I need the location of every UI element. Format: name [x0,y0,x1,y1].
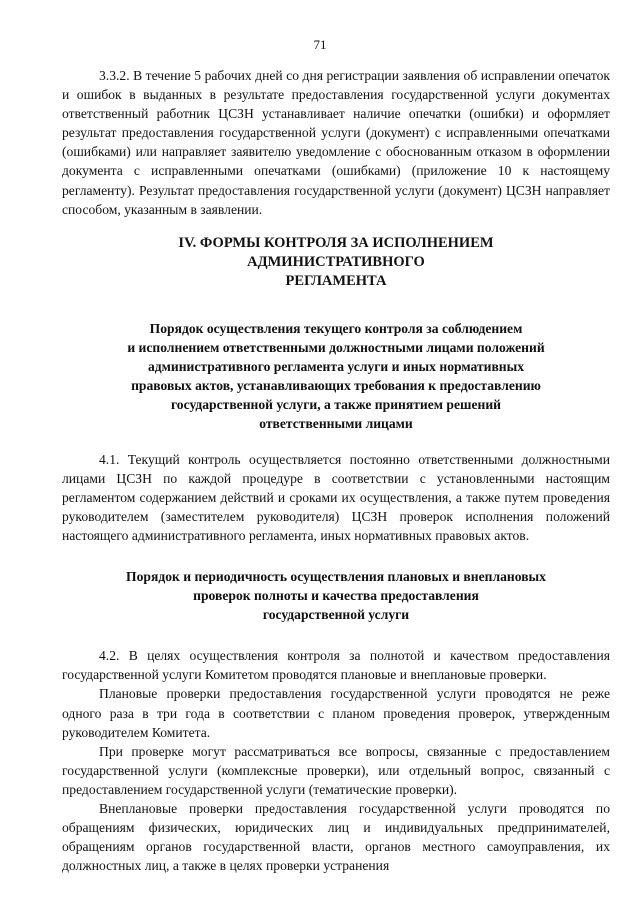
section-title-line: правовых актов, устанавливающих требования к предоставлению [131,377,541,393]
chapter-title-line: РЕГЛАМЕНТА [285,272,387,289]
paragraph-4-2: 4.2. В целях осуществления контроля за полнотой и качеством предоставления государственной услуги Комитетом проводятся плановые и внеплановые проверки. [62,648,610,683]
section-title-line: административного регламента услуги и иных нормативных [147,358,525,374]
page-number: 71 [313,37,327,52]
chapter-title [62,234,610,291]
chapter-title-line: АДМИНИСТРАТИВНОГО [247,253,425,270]
section-title-line: государственной услуги, а также принятием решений [170,396,502,412]
section-title-inspections [62,567,610,624]
chapter-title-line: IV. ФОРМЫ КОНТРОЛЯ ЗА ИСПОЛНЕНИЕМ [178,234,494,251]
paragraph-4-1: 4.1. Текущий контроль осуществляется постоянно ответственными должностными лицами ЦСЗН по каждой процедуре в соответствии с установленными настоящим регламентом содержанием действий и сроками их осуществления, а также путем проведения руководителем (заместителем руководителя) ЦСЗН проверок исполнения положений настоящего административного регламента, иных нормативных правовых актов. [62,451,610,544]
document-body [62,66,610,875]
paragraph-3-3-2: 3.3.2. В течение 5 рабочих дней со дня регистрации заявления об исправлении опечаток и ошибок в выданных в результате предоставления государственной услуги документах ответственный работник ЦСЗН устанавливает наличие опечатки (ошибки) и оформляет результат предоставления государственной услуги (документ) с исправленными опечатками (ошибками) или направляет заявителю уведомление с обоснованным отказом в оформлении документа с исправленными опечатками (ошибками) (приложение 10 к настоящему регламенту). Результат предоставления государственной услуги (документ) ЦСЗН направляет способом, указанным в заявлении. [62,68,610,217]
paragraph-unplanned-inspections: Внеплановые проверки предоставления государственной услуги проводятся по обращениям физических, юридических лиц и индивидуальных предпринимателей, обращениям органов государственной власти, органов местного самоуправления, их должностных лиц, а также в целях проверки устранения [62,800,610,874]
paragraph-inspection-scope: При проверке могут рассматриваться все вопросы, связанные с предоставлением государственной услуги (комплексные проверки), или отдельный вопрос, связанный с предоставлением государственной услуги (тематические проверки). [62,743,610,797]
paragraph-planned-inspections: Плановые проверки предоставления государственной услуги проводятся не реже одного раза в три года в соответствии с планом проведения проверок, утвержденным руководителем Комитета. [62,686,610,740]
section-title-line: проверок полноты и качества предоставления [193,588,479,604]
section-title-line: государственной услуги [262,607,410,623]
section-title-line: ответственными лицами [259,415,413,431]
section-title-line: Порядок и периодичность осуществления плановых и внеплановых [126,569,546,585]
section-title-current-control [62,319,610,433]
section-title-line: и исполнением ответственными должностными лицами положений [127,339,545,355]
section-title-line: Порядок осуществления текущего контроля за соблюдением [149,320,523,336]
